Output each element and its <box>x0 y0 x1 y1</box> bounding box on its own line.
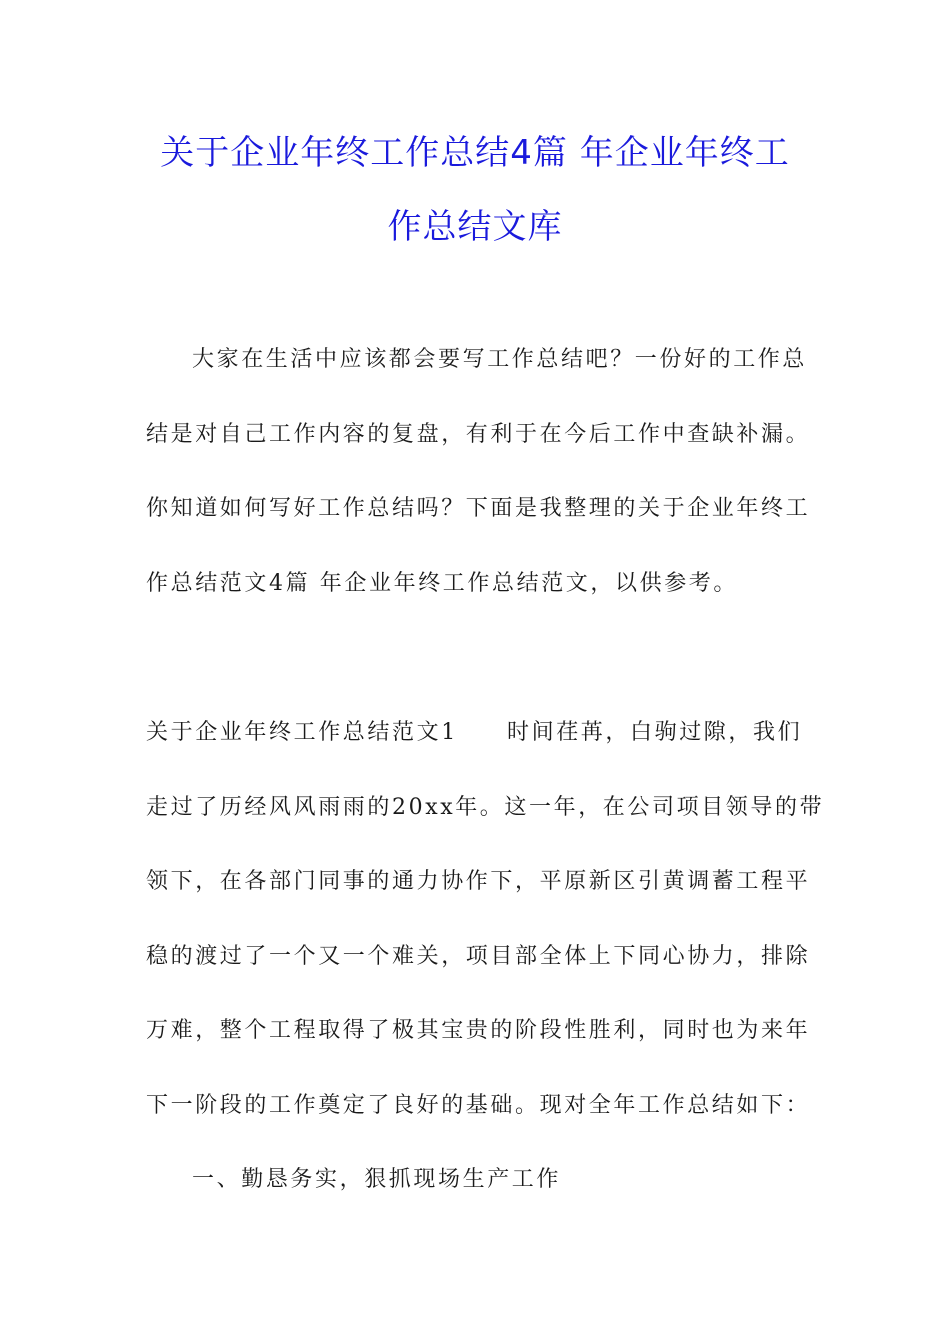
document-title-line-2: 作总结文库 <box>387 207 563 247</box>
intro-line: 你知道如何写好工作总结吗？下面是我整理的关于企业年终工 <box>146 496 811 521</box>
section1-line: 关于企业年终工作总结范文1 时间荏苒，白驹过隙，我们 <box>146 720 803 745</box>
section1-line: 稳的渡过了一个又一个难关，项目部全体上下同心协力，排除 <box>146 944 811 969</box>
section-heading: 一、勤恳务实，狠抓现场生产工作 <box>192 1167 562 1192</box>
section1-line: 走过了历经风风雨雨的20xx年。这一年，在公司项目领导的带 <box>146 795 825 820</box>
section1-line: 领下，在各部门同事的通力协作下，平原新区引黄调蓄工程平 <box>146 869 811 894</box>
document-title-line-1: 关于企业年终工作总结4篇 年企业年终工 <box>160 133 790 173</box>
intro-line: 大家在生活中应该都会要写工作总结吧？一份好的工作总 <box>192 347 808 372</box>
section1-line: 下一阶段的工作奠定了良好的基础。现对全年工作总结如下： <box>146 1093 811 1118</box>
intro-line: 结是对自己工作内容的复盘，有利于在今后工作中查缺补漏。 <box>146 422 811 447</box>
intro-line: 作总结范文4篇 年企业年终工作总结范文，以供参考。 <box>146 571 738 596</box>
section1-line: 万难，整个工程取得了极其宝贵的阶段性胜利，同时也为来年 <box>146 1018 811 1043</box>
